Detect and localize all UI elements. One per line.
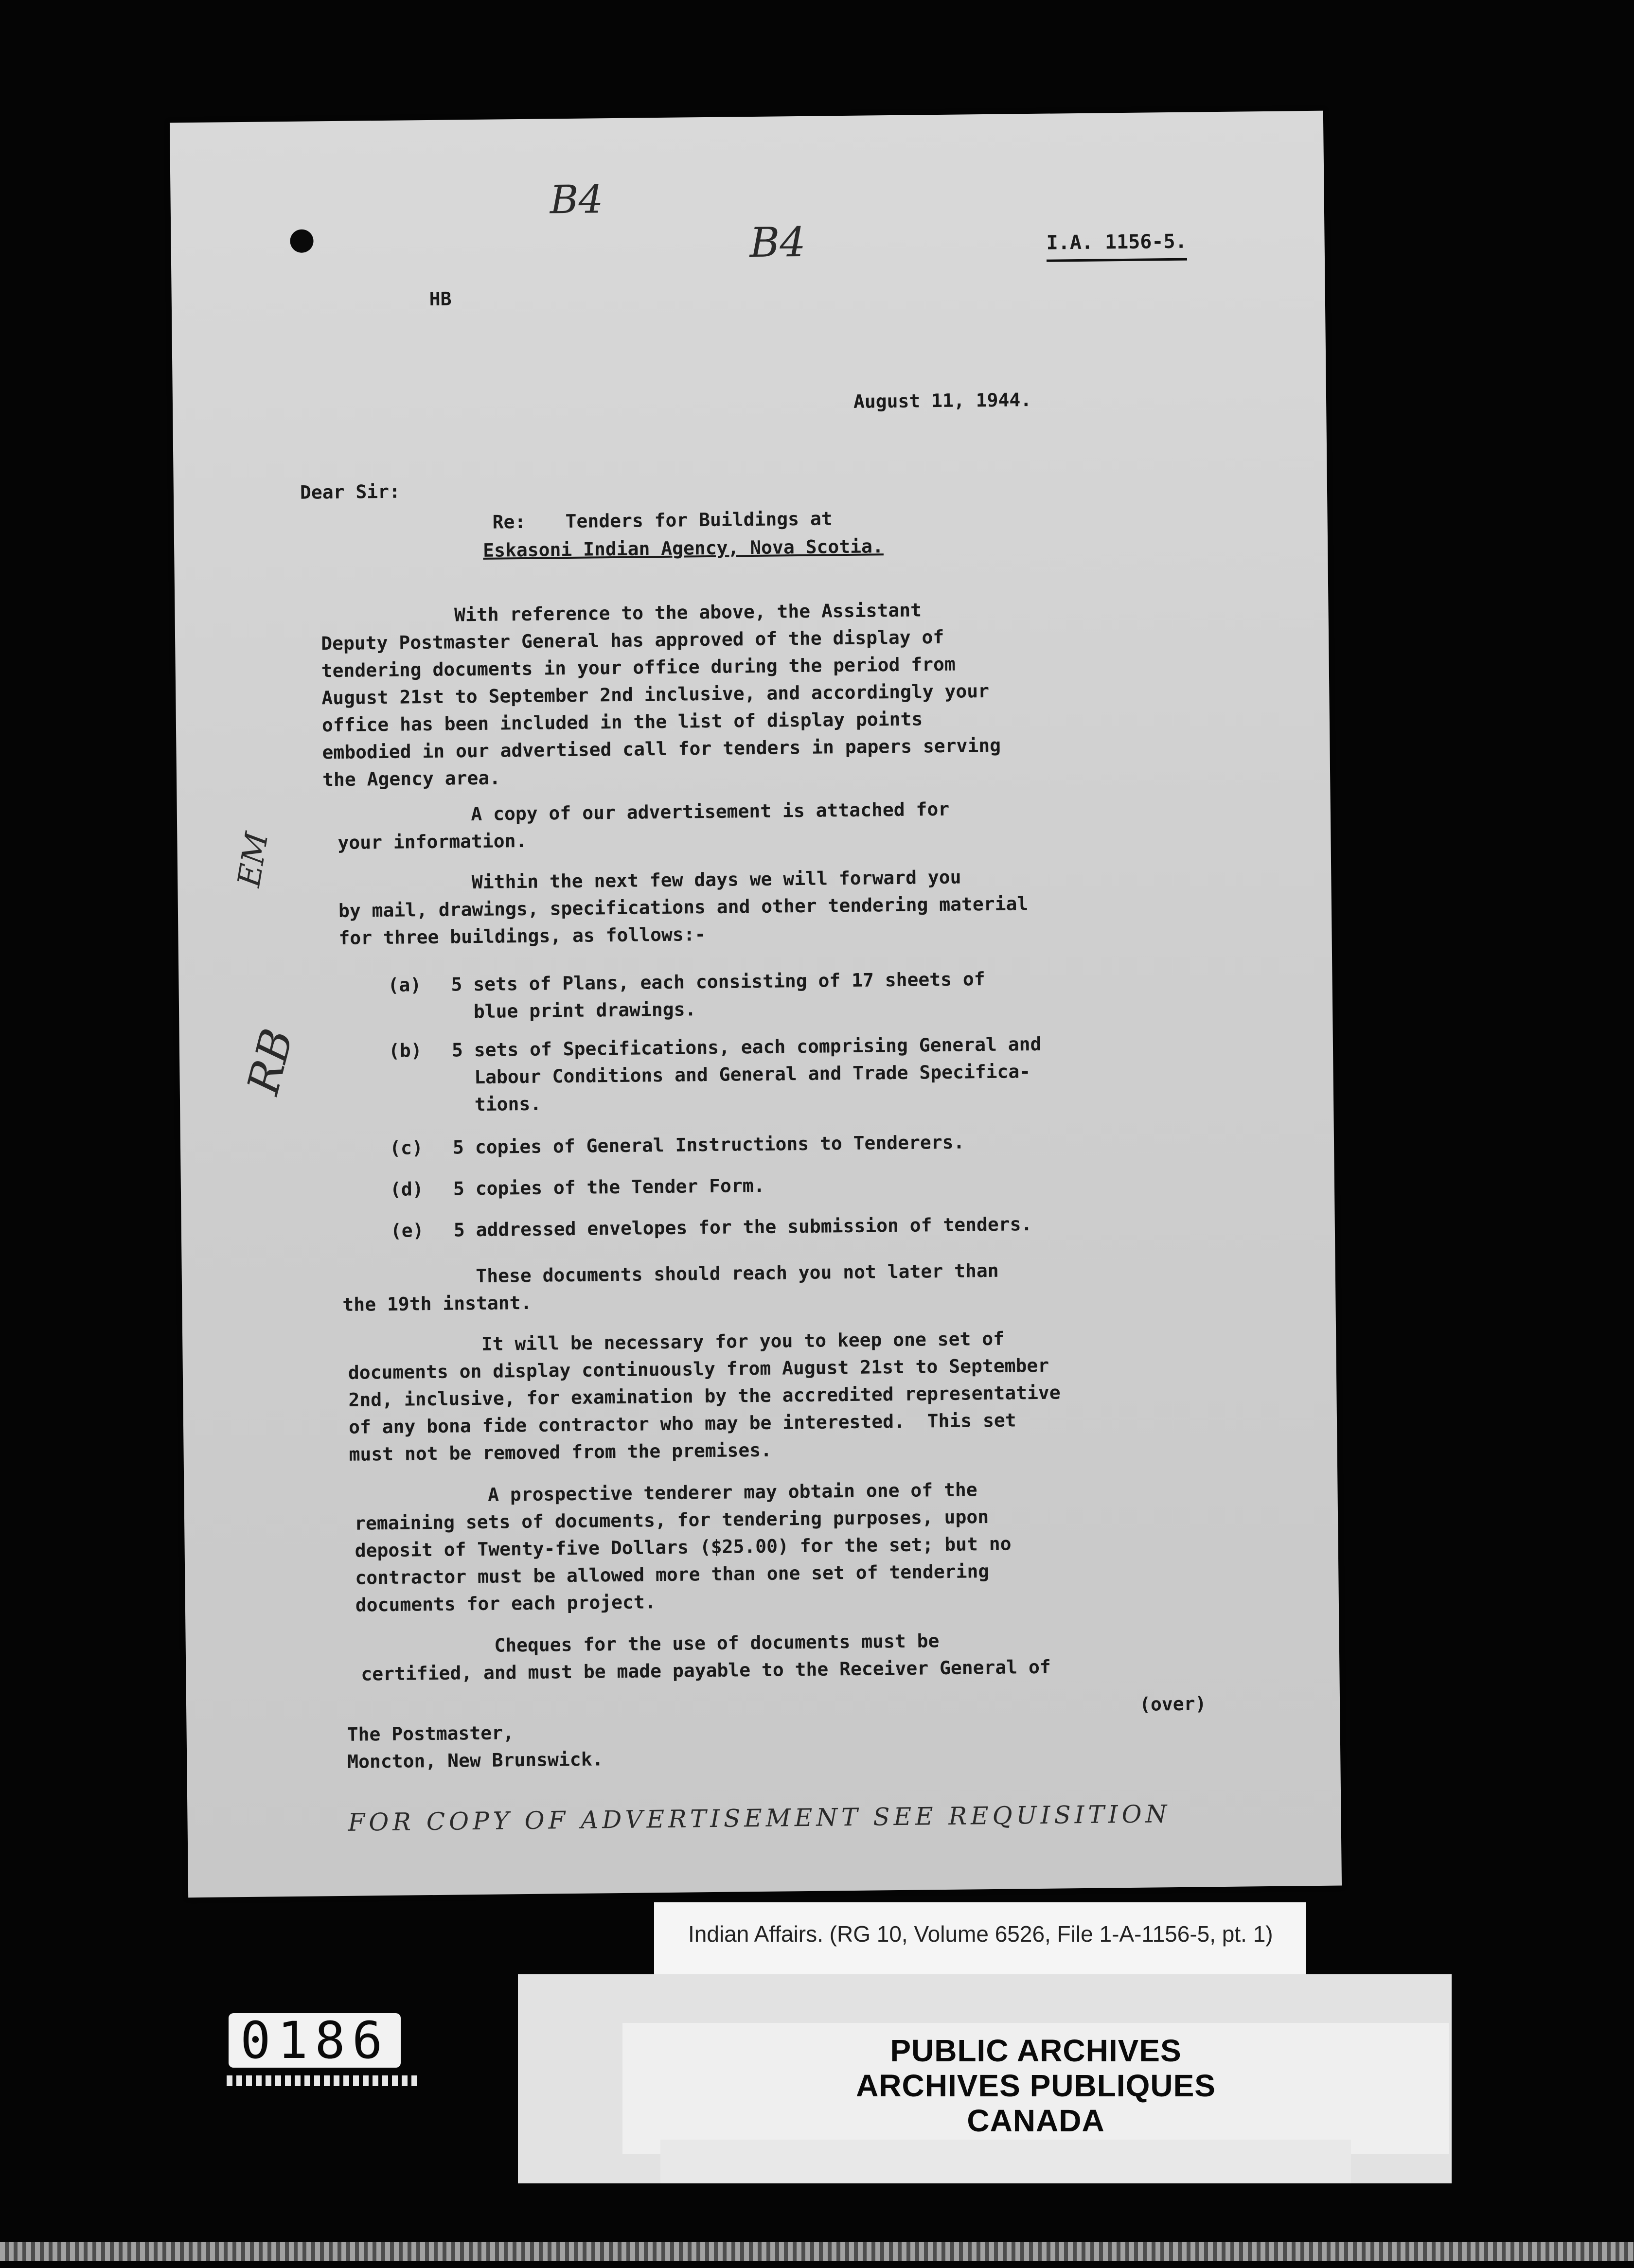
handwritten-annotation-2: B4	[749, 218, 806, 267]
salutation: Dear Sir:	[300, 480, 401, 503]
archives-line-1: PUBLIC ARCHIVES	[890, 2033, 1182, 2068]
letter-date: August 11, 1944.	[853, 389, 1032, 412]
subject-line-2: Eskasoni Indian Agency, Nova Scotia.	[482, 535, 884, 561]
subject-line-1: Tenders for Buildings at	[565, 508, 833, 532]
film-edge-strip	[0, 2242, 1634, 2261]
handwritten-note: FOR COPY OF ADVERTISEMENT SEE REQUISITION	[348, 1800, 1171, 1837]
paragraph-line: Within the next few days we will forward you	[338, 866, 961, 894]
paragraph-line: With reference to the above, the Assistant	[320, 599, 922, 627]
paragraph-line: documents on display continuously from August 21st to September	[348, 1354, 1049, 1383]
item-mark: (d)	[390, 1178, 424, 1200]
archives-line-3: CANADA	[967, 2103, 1105, 2138]
item-line: 5 sets of Specifications, each comprising General and	[451, 1033, 1042, 1061]
over-note: (over)	[1139, 1693, 1207, 1715]
paragraph-line: August 21st to September 2nd inclusive, and accordingly your	[321, 680, 990, 709]
subject-re: Re:	[492, 511, 526, 533]
item-mark: (b)	[388, 1040, 422, 1062]
handwritten-annotation-4: RB	[237, 1024, 303, 1099]
punch-hole	[290, 229, 314, 253]
paragraph-line: deposit of Twenty-five Dollars ($25.00) for the set; but no	[355, 1533, 1012, 1561]
item-line: tions.	[452, 1093, 542, 1116]
paragraph-line: by mail, drawings, specifications and other tendering material	[338, 893, 1029, 921]
item-line: Labour Conditions and General and Trade Specifica-	[452, 1061, 1031, 1088]
reference-number: I.A. 1156-5.	[1046, 228, 1187, 262]
archives-card-strip	[660, 2140, 1351, 2183]
item-line: 5 copies of the Tender Form.	[453, 1174, 765, 1200]
initials: HB	[429, 288, 452, 310]
item-line: 5 copies of General Instructions to Tenderers.	[452, 1131, 965, 1158]
addressee-line-2: Moncton, New Brunswick.	[347, 1748, 604, 1772]
item-mark: (e)	[390, 1220, 424, 1241]
item-line: 5 addressed envelopes for the submission of tenders.	[453, 1213, 1032, 1241]
paragraph-line: It will be necessary for you to keep one set of	[348, 1328, 1005, 1356]
frame-number: 0186	[229, 2013, 401, 2068]
paragraph-line: certified, and must be made payable to the Receiver General of	[361, 1656, 1051, 1685]
item-mark: (c)	[389, 1137, 423, 1159]
paragraph-line: These documents should reach you not later than	[342, 1259, 999, 1288]
item-line: 5 sets of Plans, each consisting of 17 sheets of	[451, 968, 985, 995]
paragraph-line: Cheques for the use of documents must be	[360, 1630, 940, 1658]
addressee-line-1: The Postmaster,	[347, 1722, 515, 1745]
paragraph-line: Deputy Postmaster General has approved of the display of	[320, 626, 944, 655]
paragraph-line: documents for each project.	[355, 1591, 656, 1616]
letter-page	[170, 111, 1342, 1898]
paragraph-line: 2nd, inclusive, for examination by the accredited representative	[348, 1382, 1061, 1411]
paragraph-line: contractor must be allowed more than one set of tendering	[355, 1560, 990, 1589]
paragraph-line: your information.	[337, 830, 527, 853]
paragraph-line: remaining sets of documents, for tendering purposes, upon	[354, 1506, 989, 1534]
paragraph-line: tendering documents in your office during the period from	[321, 653, 956, 682]
film-sprocket-holes	[227, 2075, 421, 2086]
paragraph-line: the Agency area.	[322, 767, 501, 791]
handwritten-annotation-3: EM	[231, 830, 276, 890]
item-mark: (a)	[388, 974, 422, 996]
paragraph-line: for three buildings, as follows:-	[338, 923, 706, 949]
paragraph-line: embodied in our advertised call for tenders in papers serving	[322, 734, 1001, 763]
archive-reference-text: Indian Affairs. (RG 10, Volume 6526, File 1-A-1156-5, pt. 1)	[688, 1921, 1273, 1947]
paragraph-line: A copy of our advertisement is attached for	[337, 798, 950, 826]
public-archives-stamp	[622, 2023, 1449, 2154]
paragraph-line: the 19th instant.	[342, 1292, 532, 1315]
archives-line-2: ARCHIVES PUBLIQUES	[856, 2068, 1216, 2103]
item-line: blue print drawings.	[451, 998, 696, 1023]
handwritten-annotation-1: B4	[550, 177, 604, 223]
paragraph-line: of any bona fide contractor who may be interested. This set	[348, 1409, 1016, 1438]
paragraph-line: office has been included in the list of display points	[321, 708, 923, 736]
paragraph-line: must not be removed from the premises.	[349, 1439, 772, 1465]
paragraph-line: A prospective tenderer may obtain one of the	[354, 1479, 977, 1507]
